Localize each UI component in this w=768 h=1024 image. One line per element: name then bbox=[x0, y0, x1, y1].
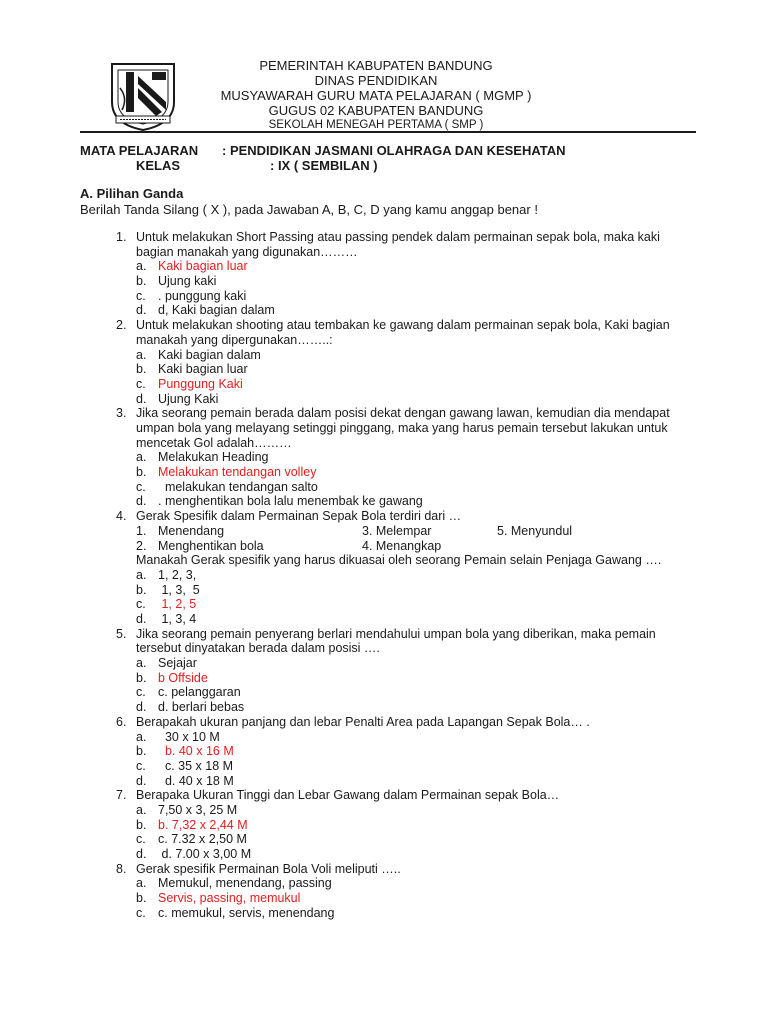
question-number: 3. bbox=[116, 406, 127, 421]
option-text: b. 7,32 x 2,44 M bbox=[158, 817, 248, 832]
question-number: 8. bbox=[116, 861, 127, 876]
option-text: c. memukul, servis, menendang bbox=[158, 905, 335, 920]
movement-list-cell: 3. Melempar bbox=[362, 523, 432, 538]
header-line-1: PEMERINTAH KABUPATEN BANDUNG bbox=[259, 58, 493, 73]
option-letter: d. bbox=[136, 612, 147, 627]
movement-list-cell: 2. bbox=[136, 538, 147, 553]
question-item bbox=[0, 406, 768, 450]
option-letter: a. bbox=[136, 347, 147, 362]
question-item bbox=[0, 318, 768, 347]
movement-list-row bbox=[0, 539, 768, 554]
answer-option[interactable] bbox=[0, 685, 768, 700]
option-letter: b. bbox=[136, 362, 147, 377]
option-letter: b. bbox=[136, 274, 147, 289]
movement-list-cell: 4. Menangkap bbox=[362, 538, 442, 553]
option-letter: c. bbox=[136, 479, 146, 494]
option-letter: c. bbox=[136, 288, 146, 303]
header-line-2: DINAS PENDIDIKAN bbox=[314, 73, 438, 88]
question-text: Untuk melakukan Short Passing atau passing pendek dalam permainan sepak bola, maka kaki bagian manakah yang digunakan……… bbox=[136, 230, 660, 259]
answer-option-marked[interactable] bbox=[0, 597, 768, 612]
answer-option-marked[interactable] bbox=[0, 465, 768, 480]
answer-option[interactable] bbox=[0, 612, 768, 627]
option-text: Kaki bagian luar bbox=[158, 259, 248, 274]
option-text: Ujung Kaki bbox=[158, 391, 219, 406]
class-value: : IX ( SEMBILAN ) bbox=[270, 158, 378, 173]
answer-option[interactable] bbox=[0, 730, 768, 745]
option-letter: a. bbox=[136, 656, 147, 671]
option-text: Melakukan tendangan volley bbox=[158, 465, 317, 480]
option-letter: d. bbox=[136, 303, 147, 318]
answer-option[interactable] bbox=[0, 656, 768, 671]
option-text: Memukul, menendang, passing bbox=[158, 876, 332, 891]
answer-option[interactable] bbox=[0, 759, 768, 774]
section-title: A. Pilihan Ganda bbox=[80, 186, 184, 201]
option-text: d, Kaki bagian dalam bbox=[158, 303, 275, 318]
answer-option[interactable] bbox=[0, 906, 768, 921]
question-text: Berapaka Ukuran Tinggi dan Lebar Gawang dalam Permainan sepak Bola… bbox=[136, 788, 560, 803]
option-letter: d. bbox=[136, 700, 147, 715]
question-item bbox=[0, 509, 768, 524]
option-text: c. 35 x 18 M bbox=[158, 758, 234, 773]
question-followup bbox=[0, 553, 768, 568]
option-text: d. 40 x 18 M bbox=[158, 773, 234, 788]
question-text: Gerak spesifik Permainan Bola Voli meliputi ….. bbox=[136, 861, 401, 876]
answer-option[interactable] bbox=[0, 803, 768, 818]
movement-list-cell: 5. Menyundul bbox=[497, 523, 573, 538]
answer-option[interactable] bbox=[0, 832, 768, 847]
answer-option[interactable] bbox=[0, 289, 768, 304]
option-letter: c. bbox=[136, 685, 146, 700]
answer-option[interactable] bbox=[0, 274, 768, 289]
option-text: Kaki bagian dalam bbox=[158, 347, 261, 362]
answer-option[interactable] bbox=[0, 450, 768, 465]
option-text: Kaki bagian luar bbox=[158, 362, 248, 377]
answer-option-marked[interactable] bbox=[0, 744, 768, 759]
question-item bbox=[0, 862, 768, 877]
option-text: Melakukan Heading bbox=[158, 450, 269, 465]
answer-option-marked[interactable] bbox=[0, 891, 768, 906]
option-letter: b. bbox=[136, 465, 147, 480]
option-text: d. berlari bebas bbox=[158, 700, 245, 715]
option-text: Sejajar bbox=[158, 656, 197, 671]
option-letter: a. bbox=[136, 567, 147, 582]
question-number: 5. bbox=[116, 626, 127, 641]
header-divider bbox=[80, 131, 696, 133]
answer-option[interactable] bbox=[0, 568, 768, 583]
movement-list-cell: Menendang bbox=[158, 523, 225, 538]
question-number: 2. bbox=[116, 318, 127, 333]
answer-option[interactable] bbox=[0, 392, 768, 407]
question-number: 6. bbox=[116, 714, 127, 729]
option-letter: b. bbox=[136, 582, 147, 597]
question-number: 1. bbox=[116, 230, 127, 244]
answer-option-marked[interactable] bbox=[0, 259, 768, 274]
question-number: 7. bbox=[116, 788, 127, 803]
option-text: b. 40 x 16 M bbox=[158, 744, 234, 759]
option-text: 1, 3, 5 bbox=[158, 582, 200, 597]
question-text: Jika seorang pemain penyerang berlari mendahului umpan bola yang diberikan, maka pemain tersebut dinyatakan berada dalam posisi …. bbox=[136, 626, 656, 656]
header-line-5: SEKOLAH MENEGAH PERTAMA ( SMP ) bbox=[268, 119, 484, 131]
question-text: Berapakah ukuran panjang dan lebar Penalti Area pada Lapangan Sepak Bola… . bbox=[136, 714, 590, 729]
class-label: KELAS bbox=[136, 158, 181, 173]
option-letter: c. bbox=[136, 832, 146, 847]
option-letter: d. bbox=[136, 494, 147, 509]
option-text: c. pelanggaran bbox=[158, 685, 241, 700]
answer-option[interactable] bbox=[0, 700, 768, 715]
option-text: 7,50 x 3, 25 M bbox=[158, 803, 238, 818]
question-number: 4. bbox=[116, 509, 127, 524]
answer-option[interactable] bbox=[0, 362, 768, 377]
option-text: 1, 2, 5 bbox=[158, 597, 197, 612]
answer-option-marked[interactable] bbox=[0, 671, 768, 686]
question-item bbox=[0, 230, 768, 259]
option-letter: c. bbox=[136, 905, 146, 920]
subject-label: MATA PELAJARAN bbox=[80, 143, 199, 158]
option-text: Punggung Kaki bbox=[158, 376, 243, 391]
answer-option[interactable] bbox=[0, 583, 768, 598]
question-item bbox=[0, 788, 768, 803]
letterhead bbox=[186, 58, 566, 133]
option-text: . punggung kaki bbox=[158, 288, 247, 303]
header-line-3: MUSYAWARAH GURU MATA PELAJARAN ( MGMP ) bbox=[220, 88, 532, 103]
option-text: melakukan tendangan salto bbox=[158, 479, 318, 494]
option-letter: d. bbox=[136, 847, 147, 862]
option-letter: a. bbox=[136, 803, 147, 818]
answer-option-marked[interactable] bbox=[0, 818, 768, 833]
answer-option[interactable] bbox=[0, 494, 768, 509]
option-text: . menghentikan bola lalu menembak ke gawang bbox=[158, 494, 423, 509]
question-list bbox=[0, 230, 768, 921]
option-letter: d. bbox=[136, 773, 147, 788]
option-letter: c. bbox=[136, 597, 146, 612]
movement-list-cell: 1. bbox=[136, 523, 147, 538]
option-letter: c. bbox=[136, 758, 146, 773]
question-text: Untuk melakukan shooting atau tembakan ke gawang dalam permainan sepak bola, Kaki bagian manakah yang dipergunakan……..: bbox=[136, 318, 670, 347]
option-text: Servis, passing, memukul bbox=[158, 891, 301, 906]
question-text: Gerak Spesifik dalam Permainan Sepak Bola terdiri dari … bbox=[136, 509, 462, 524]
option-text: b Offside bbox=[158, 670, 208, 685]
option-letter: a. bbox=[136, 729, 147, 744]
option-letter: a. bbox=[136, 259, 147, 274]
question-item bbox=[0, 627, 768, 656]
answer-option[interactable] bbox=[0, 303, 768, 318]
question-text: Jika seorang pemain berada dalam posisi dekat dengan gawang lawan, kemudian dia mendapat umpan bola yang melayang setinggi pinggang, maka yang harus pemain tersebut lakukan untuk mencetak Gol adalah……… bbox=[136, 406, 670, 450]
option-letter: d. bbox=[136, 391, 147, 406]
question-item bbox=[0, 715, 768, 730]
option-letter: a. bbox=[136, 450, 147, 465]
option-letter: b. bbox=[136, 891, 147, 906]
answer-option[interactable] bbox=[0, 480, 768, 495]
answer-option-marked[interactable] bbox=[0, 377, 768, 392]
answer-option[interactable] bbox=[0, 348, 768, 363]
section-instruction: Berilah Tanda Silang ( X ), pada Jawaban A, B, C, D yang kamu anggap benar ! bbox=[80, 202, 538, 217]
option-letter: b. bbox=[136, 670, 147, 685]
header-line-4: GUGUS 02 KABUPATEN BANDUNG bbox=[268, 103, 484, 118]
option-text: Ujung kaki bbox=[158, 274, 217, 289]
answer-option[interactable] bbox=[0, 876, 768, 891]
option-text: d. 7.00 x 3,00 M bbox=[158, 847, 252, 862]
movement-list-row bbox=[0, 524, 768, 539]
option-text: c. 7.32 x 2,50 M bbox=[158, 832, 247, 847]
question-followup-text: Manakah Gerak spesifik yang harus dikuasai oleh seorang Pemain selain Penjaga Gawang …. bbox=[136, 553, 662, 568]
option-letter: b. bbox=[136, 817, 147, 832]
movement-list-cell: Menghentikan bola bbox=[158, 538, 264, 553]
answer-option[interactable] bbox=[0, 847, 768, 862]
option-text: 30 x 10 M bbox=[158, 729, 220, 744]
answer-option[interactable] bbox=[0, 774, 768, 789]
option-text: 1, 2, 3, bbox=[158, 567, 197, 582]
option-letter: b. bbox=[136, 744, 147, 759]
option-letter: a. bbox=[136, 876, 147, 891]
subject-value: : PENDIDIKAN JASMANI OLAHRAGA DAN KESEHATAN bbox=[222, 143, 566, 158]
option-letter: c. bbox=[136, 376, 146, 391]
option-text: 1, 3, 4 bbox=[158, 612, 197, 627]
kabupaten-bandung-emblem-icon bbox=[108, 58, 178, 132]
